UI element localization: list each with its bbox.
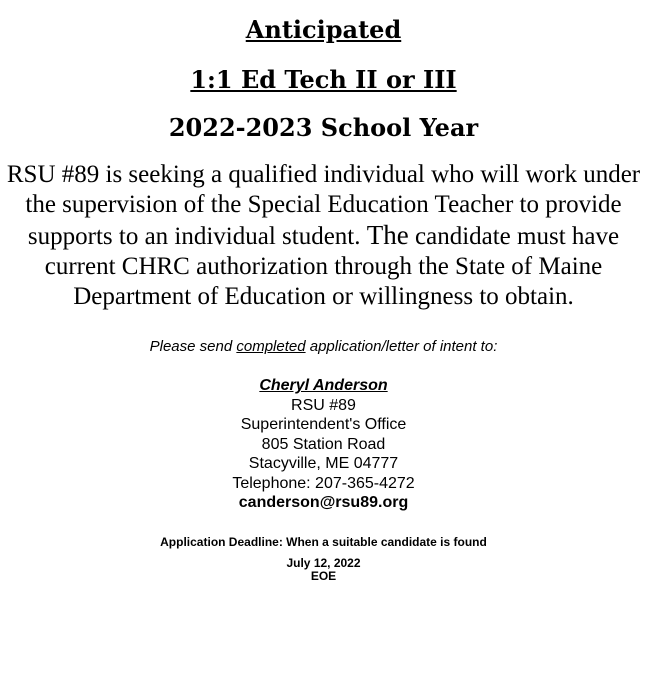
heading-school-year: 2022-2023 School Year [168,113,479,142]
contact-city: Stacyville, ME 04777 [248,455,399,472]
heading-anticipated: Anticipated [245,15,402,44]
job-description [4,160,644,312]
eoe-label: EOE [310,568,337,583]
instructions-after: application/letter of intent to: [305,338,498,355]
heading-position: 1:1 Ed Tech II or III [190,65,457,94]
contact-name: Cheryl Anderson [259,377,388,394]
instructions-before: Please send [149,338,237,355]
contact-office: Superintendent's Office [240,416,407,433]
instructions-emphasis: completed [236,338,306,355]
description-part-2: candidate must have current CHRC authorization through the State of Maine Department of Education or willingness to obtain. [44,223,620,310]
contact-street: 805 Station Road [261,435,386,453]
contact-block [0,376,647,513]
contact-telephone: Telephone: 207-365-4272 [232,474,415,492]
posting-date: July 12, 2022 [286,555,361,570]
contact-organization: RSU #89 [291,396,356,414]
application-deadline: Application Deadline: When a suitable candidate is found [160,534,487,549]
application-instructions [0,338,647,356]
contact-email: canderson@rsu89.org [238,494,409,511]
description-part-1: RSU #89 is seeking a qualified individual who will work under the supervision of the Special Education Teacher to provide supports to an individual student. [6,161,641,250]
description-the: The [366,220,409,250]
